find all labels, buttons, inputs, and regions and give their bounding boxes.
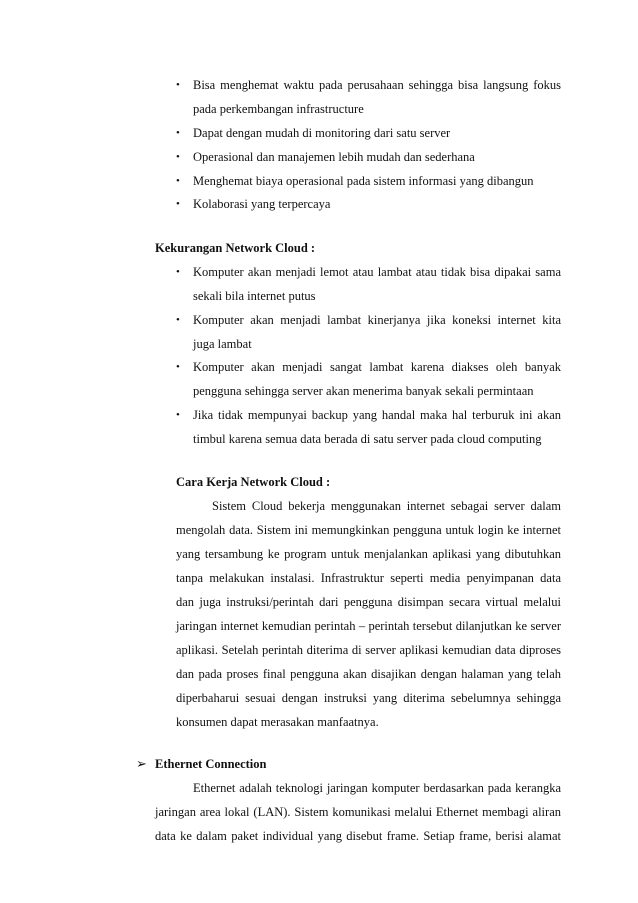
paragraph-line: Ethernet adalah teknologi jaringan komputer berdasarkan pada kerangka [193,781,561,795]
list-item-line: pada perkembangan infrastructure [193,102,364,116]
arrow-bullet-icon: ➢ [136,756,147,771]
paragraph-line: Sistem Cloud bekerja menggunakan internet sebagai server dalam [212,499,561,513]
bullet-icon: • [176,361,180,373]
list-item-line: Komputer akan menjadi sangat lambat karena diakses oleh banyak [193,360,561,374]
section-heading-ethernet: Ethernet Connection [155,757,267,771]
paragraph-line: konsumen dapat merasakan manfaatnya. [176,715,379,729]
paragraph-line: dan juga instruksi/perintah dari pengguna disimpan secara virtual melalui [176,595,561,609]
list-item-line: juga lambat [193,337,252,351]
section-heading-cara-kerja: Cara Kerja Network Cloud : [176,475,331,489]
list-item-line: Dapat dengan mudah di monitoring dari satu server [193,126,451,140]
paragraph-line: jaringan area lokal (LAN). Sistem komunikasi melalui Ethernet membagi aliran [155,805,561,819]
bullet-icon: • [176,127,180,139]
list-item-line: sekali bila internet putus [193,289,316,303]
paragraph-line: data ke dalam paket individual yang disebut frame. Setiap frame, berisi alamat [155,829,561,843]
list-item-line: Kolaborasi yang terpercaya [193,197,331,211]
paragraph-line: yang tersambung ke program untuk menjalankan aplikasi yang dibutuhkan [176,547,561,561]
bullet-icon: • [176,314,180,326]
paragraph-line: tanpa melakukan instalasi. Infrastruktur seperti media penyimpanan data [176,571,561,585]
bullet-icon: • [176,175,180,187]
paragraph-line: jaringan internet kemudian perintah – perintah tersebut dilanjutkan ke server [176,619,561,633]
section-heading-kekurangan: Kekurangan Network Cloud : [155,241,316,255]
bullet-icon: • [176,266,180,278]
bullet-icon: • [176,198,180,210]
list-item-line: Menghemat biaya operasional pada sistem informasi yang dibangun [193,174,534,188]
list-item-line: Komputer akan menjadi lemot atau lambat atau tidak bisa dipakai sama [193,265,561,279]
list-item-line: Operasional dan manajemen lebih mudah dan sederhana [193,150,475,164]
list-item-line: Komputer akan menjadi lambat kinerjanya jika koneksi internet kita [193,313,561,327]
list-item-line: timbul karena semua data berada di satu server pada cloud computing [193,432,542,446]
paragraph-line: dan pada proses final pengguna akan disajikan dengan halaman yang telah [176,667,561,681]
list-item-line: Jika tidak mempunyai backup yang handal maka hal terburuk ini akan [193,408,561,422]
paragraph-line: aplikasi. Setelah perintah diterima di server aplikasi kemudian data diproses [176,643,561,657]
bullet-icon: • [176,79,180,91]
bullet-icon: • [176,151,180,163]
paragraph-line: diperbaharui sesuai dengan instruksi yang diterima sebelumnya sehingga [176,691,561,705]
list-item-line: Bisa menghemat waktu pada perusahaan sehingga bisa langsung fokus [193,78,561,92]
list-item-line: pengguna sehingga server akan menerima banyak sekali permintaan [193,384,534,398]
bullet-icon: • [176,409,180,421]
paragraph-line: mengolah data. Sistem ini memungkinkan pengguna untuk login ke internet [176,523,561,537]
